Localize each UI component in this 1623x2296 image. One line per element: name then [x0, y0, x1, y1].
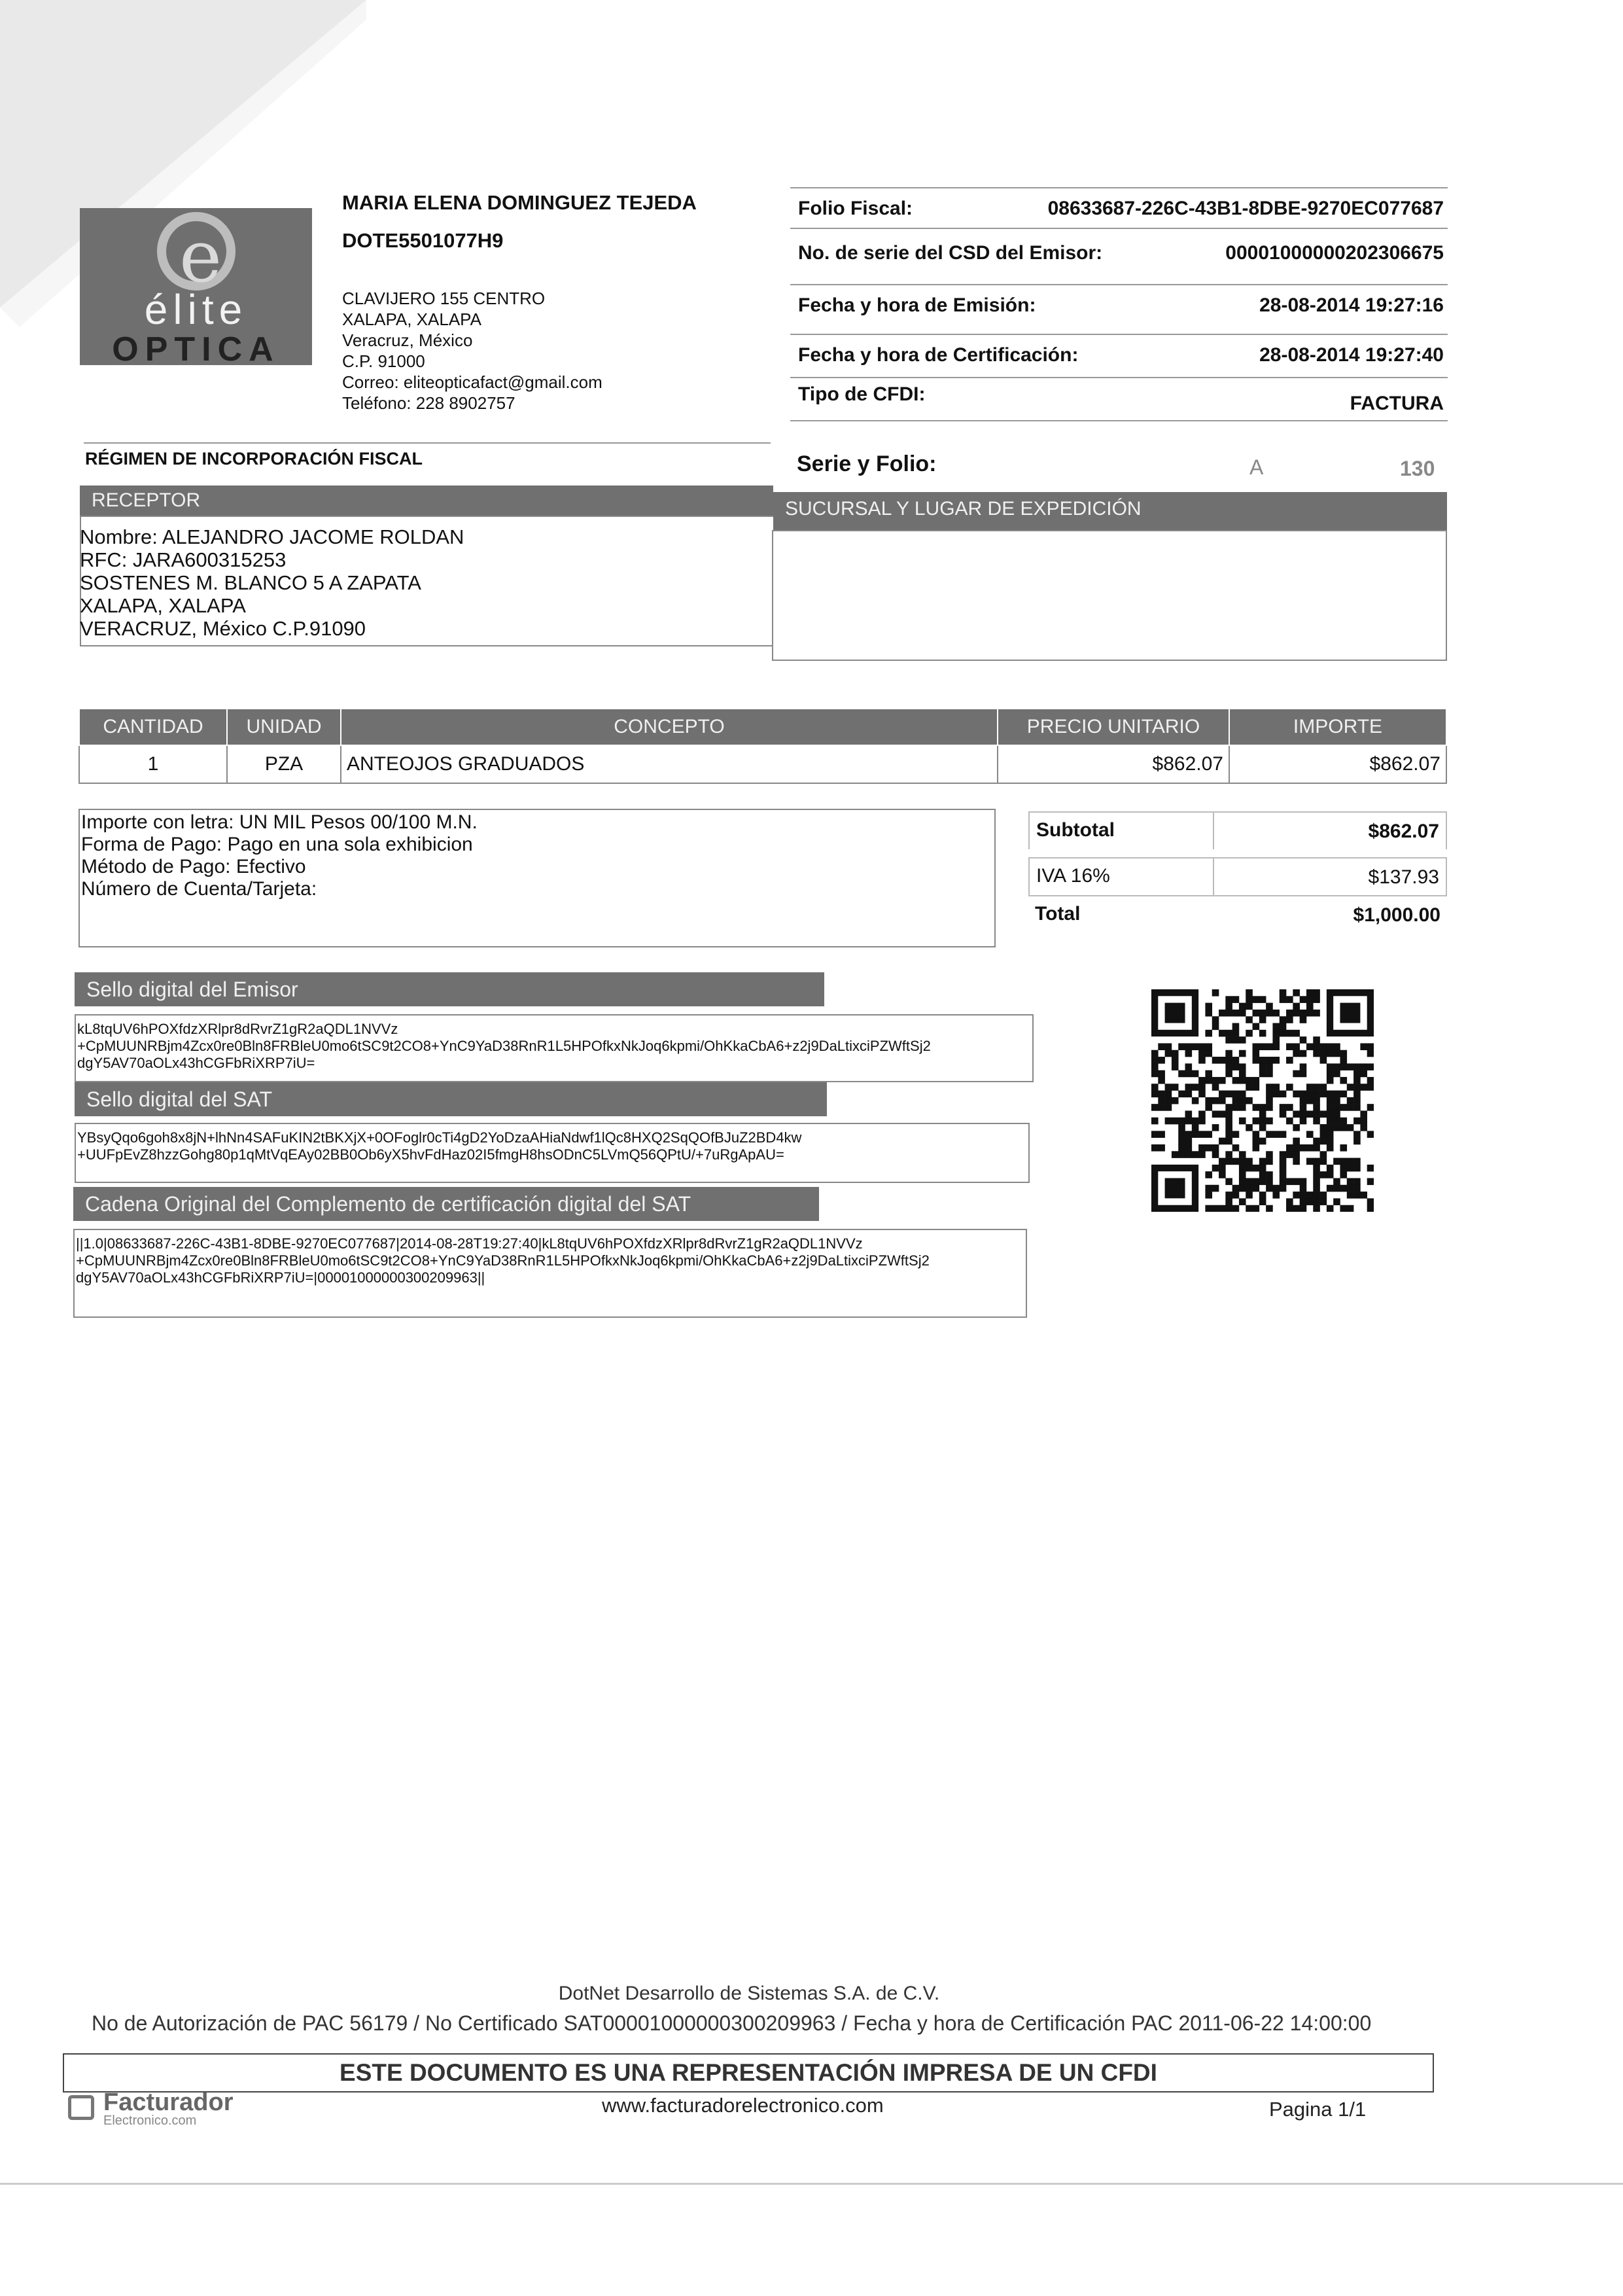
fiscal-row — [790, 187, 1448, 228]
fiscal-row — [790, 284, 1448, 334]
fiscal-label: No. de serie del CSD del Emisor: — [798, 242, 1103, 264]
col-importe: IMPORTE — [1229, 709, 1446, 745]
iva-label: IVA 16% — [1036, 865, 1110, 887]
fiscal-value: 00001000000202306675 — [1225, 242, 1444, 264]
address-email: Correo: eliteopticafact@gmail.com — [342, 372, 602, 392]
issuer-name: MARIA ELENA DOMINGUEZ TEJEDA — [342, 191, 697, 214]
col-concepto: CONCEPTO — [341, 709, 998, 745]
receptor-line: RFC: JARA600315253 — [80, 548, 287, 571]
receptor-header: RECEPTOR — [80, 486, 773, 516]
fiscal-row — [790, 334, 1448, 377]
total-label: Total — [1035, 903, 1081, 925]
sucursal-header: SUCURSAL Y LUGAR DE EXPEDICIÓN — [773, 492, 1447, 530]
sello-emisor-line: kL8tqUV6hPOXfdzXRlpr8dRvrZ1gR2aQDL1NVVz — [77, 1021, 398, 1037]
address-line: CLAVIJERO 155 CENTRO — [342, 289, 546, 308]
facturador-logo-subtext: Electronico.com — [103, 2113, 197, 2128]
sello-sat-line: +UUFpEvZ8hzzGohg80p1qMtVqEAy02BB0Ob6yX5hvFdHaz02I5fmgH8hsODnC5LVmQ56QPtU/+7uRgApAU= — [77, 1146, 784, 1163]
serie-value: A — [1249, 455, 1264, 479]
totals — [1028, 811, 1447, 933]
pac-authorization: No de Autorización de PAC 56179 / No Certificado SAT00001000000300209963 / Fecha y hora de Certificación PAC 2011-06-22 14:00:00 — [92, 2011, 1372, 2035]
fiscal-value: 08633687-226C-43B1-8DBE-9270EC077687 — [1047, 198, 1444, 219]
logo-e-icon: e — [179, 215, 222, 298]
fiscal-row — [790, 377, 1448, 421]
metodo-pago: Método de Pago: Efectivo — [81, 856, 306, 877]
sello-emisor-line: dgY5AV70aOLx43hCGFbRiXRP7iU= — [77, 1055, 315, 1071]
page-number: Pagina 1/1 — [1269, 2098, 1367, 2121]
iva-value: $137.93 — [1368, 866, 1439, 888]
logo-text-elite: élite — [144, 286, 248, 333]
receptor-line: Nombre: ALEJANDRO JACOME ROLDAN — [80, 525, 464, 548]
cell-concepto: ANTEOJOS GRADUADOS — [341, 745, 998, 783]
fiscal-info — [790, 187, 1448, 421]
receptor-line: SOSTENES M. BLANCO 5 A ZAPATA — [80, 571, 421, 594]
fiscal-value: 28-08-2014 19:27:40 — [1259, 344, 1444, 366]
fiscal-label: Fecha y hora de Emisión: — [798, 294, 1036, 316]
cadena-line: ||1.0|08633687-226C-43B1-8DBE-9270EC077687|2014-08-28T19:27:40|kL8tqUV6hPOXfdzXRlpr8dRvrZ1gR2aQDL1NVVz — [76, 1235, 863, 1252]
fiscal-label: Folio Fiscal: — [798, 198, 913, 219]
sello-emisor-line: +CpMUUNRBjm4Zcx0re0Bln8FRBleU0mo6tSC9t2CO8+YnC9YaD38RnR1L5HPOfkxNkJoq6kpmi/OhKkaCbA6+z2j9DaLtixciPZWftSj2 — [77, 1038, 931, 1054]
document-icon — [68, 2095, 94, 2120]
address-phone: Teléfono: 228 8902757 — [342, 393, 515, 413]
col-cantidad: CANTIDAD — [79, 709, 227, 745]
divider — [84, 442, 771, 444]
issuer-address — [342, 288, 682, 414]
cell-importe: $862.07 — [1229, 745, 1446, 783]
payment-details — [81, 811, 478, 900]
fiscal-value: FACTURA — [1350, 393, 1444, 414]
subtotal-value: $862.07 — [1368, 821, 1439, 842]
receptor-line: VERACRUZ, México C.P.91090 — [80, 617, 366, 640]
facturador-logo — [65, 2089, 236, 2128]
folio-value: 130 — [1400, 457, 1435, 480]
cadena-line: dgY5AV70aOLx43hCGFbRiXRP7iU=|00001000000300209963|| — [76, 1269, 485, 1286]
cfdi-notice: ESTE DOCUMENTO ES UNA REPRESENTACIÓN IMPRESA DE UN CFDI — [63, 2053, 1434, 2093]
cell-cantidad: 1 — [79, 745, 227, 783]
address-line: Veracruz, México — [342, 330, 473, 350]
forma-pago: Forma de Pago: Pago en una sola exhibicion — [81, 834, 473, 855]
items-table — [79, 708, 1447, 784]
cadena-line: +CpMUUNRBjm4Zcx0re0Bln8FRBleU0mo6tSC9t2CO8+YnC9YaD38RnR1L5HPOfkxNkJoq6kpmi/OhKkaCbA6+z2j9DaLtixciPZWftSj2 — [76, 1252, 930, 1269]
sello-sat-box — [75, 1123, 1030, 1183]
qr-code — [1151, 989, 1374, 1212]
serie-folio-label: Serie y Folio: — [797, 451, 937, 476]
receptor-details — [80, 525, 464, 640]
cell-unidad: PZA — [227, 745, 341, 783]
numero-cuenta: Número de Cuenta/Tarjeta: — [81, 878, 317, 900]
page-edge — [0, 2183, 1623, 2185]
subtotal-label: Subtotal — [1036, 819, 1115, 841]
total-value: $1,000.00 — [1353, 904, 1440, 926]
cell-precio: $862.07 — [998, 745, 1229, 783]
fiscal-value: 28-08-2014 19:27:16 — [1259, 294, 1444, 316]
sucursal-box — [772, 530, 1447, 661]
fiscal-row — [790, 228, 1448, 284]
sello-emisor-header: Sello digital del Emisor — [75, 972, 824, 1006]
importe-letra: Importe con letra: UN MIL Pesos 00/100 M.N. — [81, 811, 478, 833]
table-row — [79, 745, 1446, 783]
cadena-header: Cadena Original del Complemento de certificación digital del SAT — [73, 1187, 819, 1221]
regimen-fiscal: RÉGIMEN DE INCORPORACIÓN FISCAL — [85, 449, 423, 468]
cadena-box — [73, 1229, 1027, 1318]
items-header-row — [79, 709, 1446, 745]
receptor-line: XALAPA, XALAPA — [80, 594, 246, 617]
col-unidad: UNIDAD — [227, 709, 341, 745]
address-line: XALAPA, XALAPA — [342, 309, 481, 329]
col-precio-unitario: PRECIO UNITARIO — [998, 709, 1229, 745]
iva-row — [1028, 857, 1447, 896]
elite-optica-logo — [80, 208, 312, 365]
sello-emisor-box — [75, 1014, 1034, 1082]
sello-sat-line: YBsyQqo6goh8x8jN+lhNn4SAFuKIN2tBKXjX+0OFoglr0cTi4gD2YoDzaAHiaNdwf1lQc8HXQ2SqQOfBJuZ2BD4kw — [77, 1129, 802, 1146]
fiscal-label: Tipo de CFDI: — [798, 383, 926, 405]
sello-sat-header: Sello digital del SAT — [75, 1082, 827, 1116]
subtotal-row — [1028, 811, 1447, 849]
facturador-logo-text: Facturador — [103, 2089, 234, 2116]
logo-text-optica: OPTICA — [112, 330, 280, 365]
fiscal-label: Fecha y hora de Certificación: — [798, 344, 1079, 366]
total-row — [1028, 896, 1447, 933]
pac-company: DotNet Desarrollo de Sistemas S.A. de C.V. — [558, 1983, 940, 2004]
issuer-rfc: DOTE5501077H9 — [342, 229, 504, 252]
website-link[interactable]: www.facturadorelectronico.com — [602, 2094, 884, 2117]
address-line: C.P. 91000 — [342, 351, 425, 371]
